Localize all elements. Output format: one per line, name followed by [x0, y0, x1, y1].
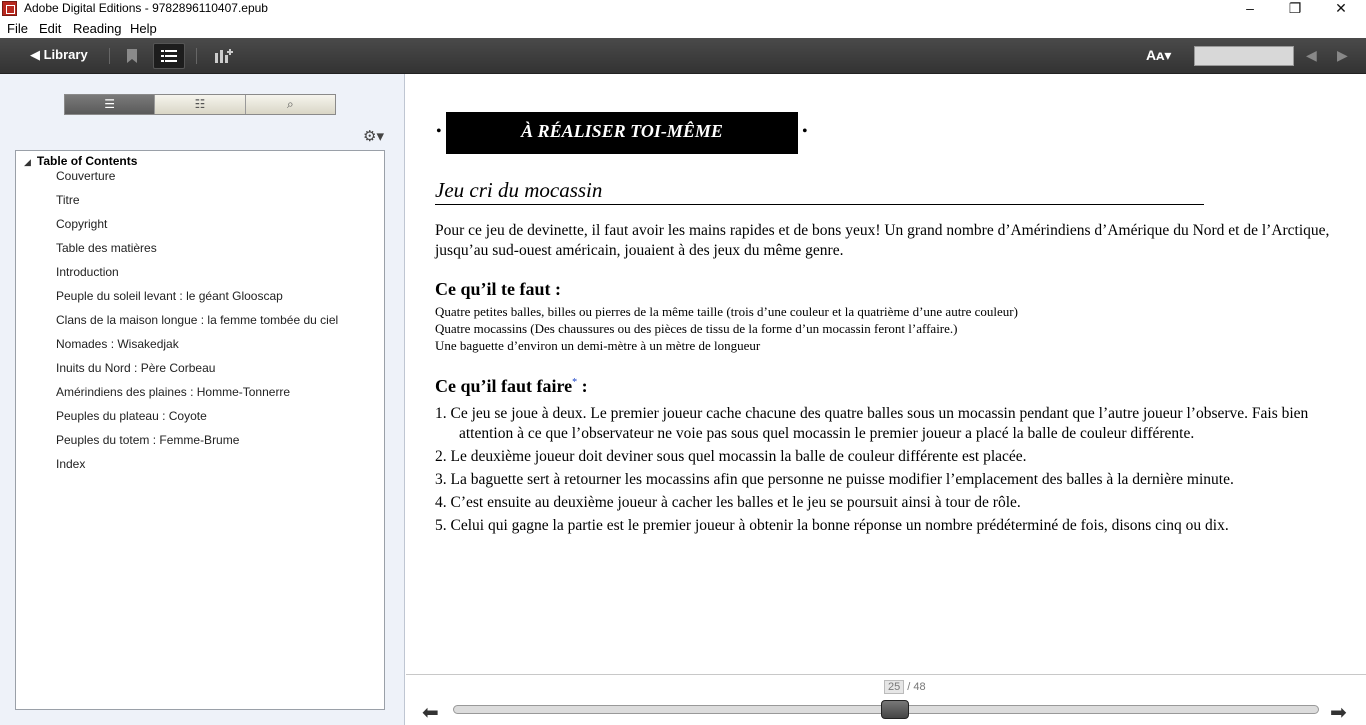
intro-paragraph: Pour ce jeu de devinette, il faut avoir les mains rapides et de bons yeux! Un grand nombre d’Amérindiens d’Amérique du Nord et de l’Arctique, jusqu’au sud-ouest américain, jouaient à des jeux du même genre. [435, 222, 1330, 259]
add-shelf-icon[interactable] [208, 43, 240, 69]
minimize-button[interactable]: – [1246, 0, 1254, 16]
toc-item[interactable]: Clans de la maison longue : la femme tombée du ciel [56, 313, 339, 327]
close-button[interactable]: ✕ [1335, 0, 1347, 16]
steps-list [435, 404, 1345, 539]
toc-item[interactable]: Inuits du Nord : Père Corbeau [56, 361, 216, 375]
banner-bullet: • [802, 123, 808, 140]
tab-search[interactable] [246, 95, 335, 114]
contents-icon: ☰ [104, 97, 116, 111]
toc-item[interactable]: Peuple du soleil levant : le géant Glooscap [56, 289, 283, 303]
page-input[interactable] [1194, 46, 1294, 66]
toc-item[interactable]: Titre [56, 193, 80, 207]
steps-heading [435, 376, 588, 397]
step-item: 1. Ce jeu se joue à deux. Le premier joueur cache chacune des quatre balles sous un mocassin pendant que l’autre joueur l’observe. Fais bien attention à ce que l’observateur ne voie pas sous quel mocassin le premier joueur a placé la balle de couleur différente. [435, 405, 1309, 442]
need-item: Une baguette d’environ un demi-mètre à un mètre de longueur [435, 338, 761, 353]
toc-item[interactable]: Amérindiens des plaines : Homme-Tonnerre [56, 385, 291, 399]
toc-item[interactable]: Introduction [56, 265, 119, 279]
step-item: 3. La baguette sert à retourner les mocassins afin que personne ne puisse modifier l’emplacement des balles à la dernière minute. [435, 471, 1234, 488]
bookmark-icon[interactable] [116, 43, 148, 69]
toc-header[interactable] [24, 154, 137, 168]
font-size-icon[interactable]: Aᴀ▾ [1146, 47, 1172, 63]
toolbar-divider [109, 48, 110, 64]
title-rule [435, 204, 1204, 205]
menu-bar [0, 20, 1366, 38]
toc-panel [15, 150, 385, 710]
window-title: Adobe Digital Editions - 9782896110407.epub [24, 1, 268, 15]
sidebar [0, 74, 405, 725]
toc-item[interactable]: Couverture [56, 169, 116, 183]
forward-arrow-icon[interactable]: ➡ [1330, 702, 1347, 724]
menu-edit[interactable]: Edit [39, 21, 62, 36]
toc-item[interactable]: Peuples du plateau : Coyote [56, 409, 207, 423]
toc-icon[interactable] [153, 43, 185, 69]
library-button[interactable]: ◀ Library [30, 47, 88, 62]
maximize-button[interactable]: ❐ [1288, 0, 1302, 16]
step-item: 2. Le deuxième joueur doit deviner sous quel mocassin la balle de couleur différente est placée. [435, 448, 1027, 465]
current-page[interactable]: 25 [884, 680, 904, 694]
bookmarks-icon: ☷ [194, 97, 206, 111]
next-page-icon[interactable]: ▶ [1337, 47, 1348, 63]
steps-heading-text: Ce qu’il faut faire [435, 376, 573, 396]
need-item: Quatre mocassins (Des chaussures ou des pièces de tissu de la forme d’un mocassin feront l’affaire.) [435, 321, 958, 336]
sidebar-tabs [64, 94, 336, 115]
need-heading: Ce qu’il te faut : [435, 279, 561, 299]
banner-text: À RÉALISER TOI-MÊME [446, 112, 798, 154]
footnote-link[interactable]: * [572, 377, 578, 388]
step-item: 5. Celui qui gagne la partie est le premier joueur à obtenir la bonne réponse un nombre prédéterminé de fois, disons cinq ou dix. [435, 517, 1229, 534]
toc-item[interactable]: Nomades : Wisakedjak [56, 337, 179, 351]
gear-icon[interactable]: ⚙▾ [363, 128, 384, 145]
steps-heading-colon: : [577, 376, 588, 396]
back-arrow-icon[interactable]: ⬅ [422, 702, 439, 724]
total-pages: 48 [913, 681, 926, 693]
toolbar-divider [196, 48, 197, 64]
app-icon [2, 1, 17, 16]
banner-bullet: • [436, 123, 442, 140]
toc-item[interactable]: Copyright [56, 217, 108, 231]
page-separator: / [904, 681, 914, 693]
title-bar [0, 0, 1366, 18]
toc-item[interactable]: Peuples du totem : Femme-Brume [56, 433, 240, 447]
page-slider-handle[interactable] [881, 700, 909, 719]
menu-file[interactable]: File [7, 21, 28, 36]
tab-contents[interactable] [65, 95, 155, 114]
search-icon: ⌕ [286, 97, 294, 111]
page-slider[interactable] [453, 705, 1319, 714]
game-title: Jeu cri du mocassin [435, 178, 603, 202]
need-item: Quatre petites balles, billes ou pierres de la même taille (trois d’une couleur et la quatrième d’une autre couleur) [435, 304, 1018, 319]
tab-bookmarks[interactable] [155, 95, 245, 114]
menu-reading[interactable]: Reading [73, 21, 122, 36]
toc-item[interactable]: Table des matières [56, 241, 157, 255]
step-item: 4. C’est ensuite au deuxième joueur à cacher les balles et le jeu se poursuit ainsi à tour de rôle. [435, 494, 1021, 511]
reading-pane [406, 74, 1366, 674]
toc-list [56, 169, 338, 481]
menu-help[interactable]: Help [130, 21, 157, 36]
need-list [435, 303, 1018, 354]
collapse-icon[interactable]: ◢ [24, 157, 31, 167]
toolbar [0, 38, 1366, 74]
page-navigation [406, 674, 1366, 725]
toc-header-label: Table of Contents [36, 154, 138, 168]
toc-item[interactable]: Index [56, 457, 86, 471]
page-counter [884, 681, 926, 693]
prev-page-icon[interactable]: ◀ [1306, 47, 1317, 63]
